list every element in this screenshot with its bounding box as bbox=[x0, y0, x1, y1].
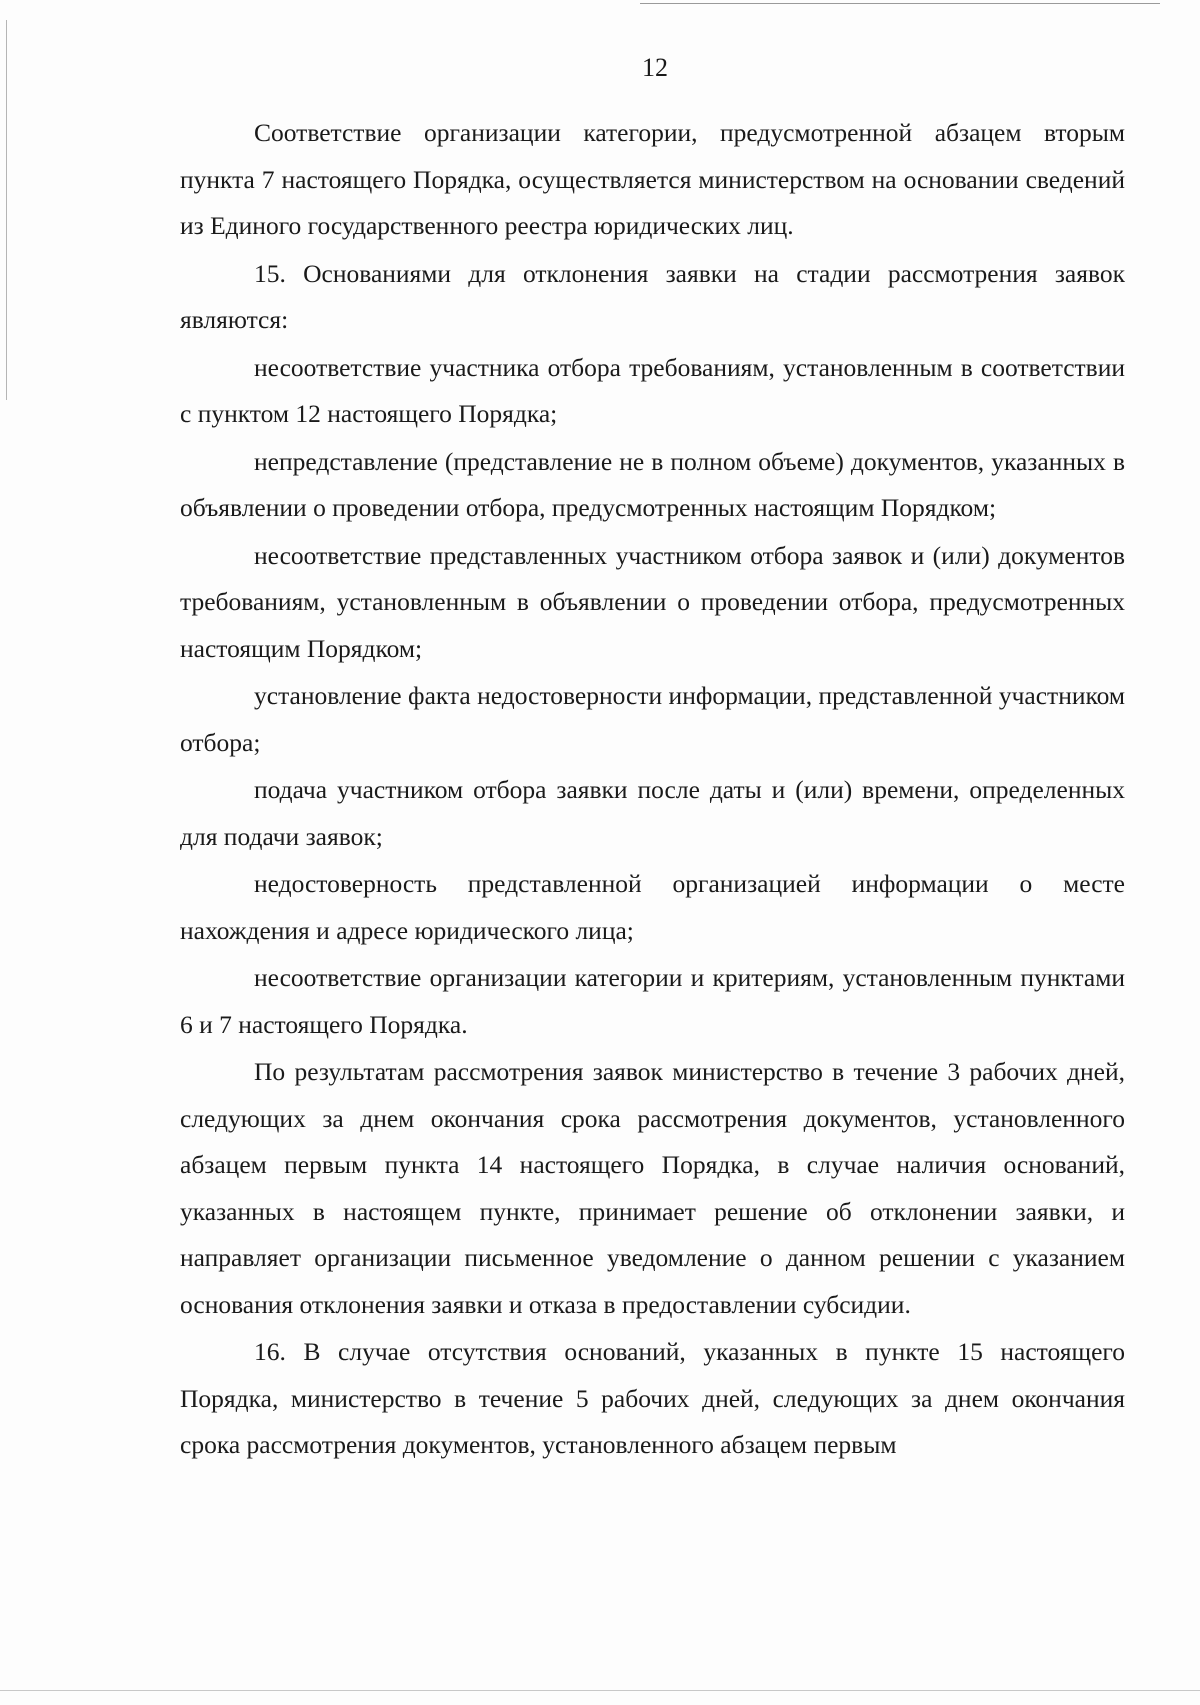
document-body bbox=[180, 110, 1125, 1470]
page-number: 12 bbox=[642, 53, 668, 82]
paragraph-address-unreliable: недостоверность представленной организацией информации о месте нахождения и адресе юридического лица; bbox=[180, 869, 1125, 945]
paragraph-criteria-mismatch: несоответствие организации категории и критериям, установленным пунктами 6 и 7 настоящего Порядка. bbox=[180, 963, 1125, 1039]
paragraph-documents-missing: непредставление (представление не в полном объеме) документов, указанных в объявлении о проведении отбора, предусмотренных настоящим Порядком; bbox=[180, 446, 1125, 522]
paragraph-16-no-grounds: 16. В случае отсутствия оснований, указанных в пункте 15 настоящего Порядка, министерство в течение 5 рабочих дней, следующих за днем окончания срока рассмотрения документов, установленного абзацем первым bbox=[180, 1337, 1125, 1459]
paragraph-documents-mismatch: несоответствие представленных участником отбора заявок и (или) документов требованиям, установленным в объявлении о проведении отбора, предусмотренных настоящим Порядком; bbox=[180, 540, 1125, 663]
paragraph-late-submission: подача участником отбора заявки после даты и (или) времени, определенных для подачи заявок; bbox=[180, 775, 1125, 851]
paragraph-requirements-mismatch: несоответствие участника отбора требованиям, установленным в соответствии с пунктом 12 настоящего Порядка; bbox=[180, 352, 1125, 428]
paragraph-false-information: установление факта недостоверности информации, представленной участником отбора; bbox=[180, 681, 1125, 757]
paragraph-15-grounds: 15. Основаниями для отклонения заявки на стадии рассмотрения заявок являются: bbox=[180, 258, 1125, 334]
paragraph-review-results: По результатам рассмотрения заявок министерство в течение 3 рабочих дней, следующих за днем окончания срока рассмотрения документов, установленного абзацем первым пункта 14 настоящего Порядка, в случае наличия оснований, указанных в настоящем пункте, принимает решение об отклонении заявки, и направляет организации письменное уведомление о данном решении с указанием основания отклонения заявки и отказа в предоставлении субсидии. bbox=[180, 1057, 1125, 1319]
scan-edge-bottom bbox=[0, 1690, 1200, 1691]
paragraph-category-compliance: Соответствие организации категории, предусмотренной абзацем вторым пункта 7 настоящего Порядка, осуществляется министерством на основании сведений из Единого государственного реестра юридических лиц. bbox=[180, 118, 1125, 240]
scan-edge-top bbox=[640, 3, 1160, 4]
